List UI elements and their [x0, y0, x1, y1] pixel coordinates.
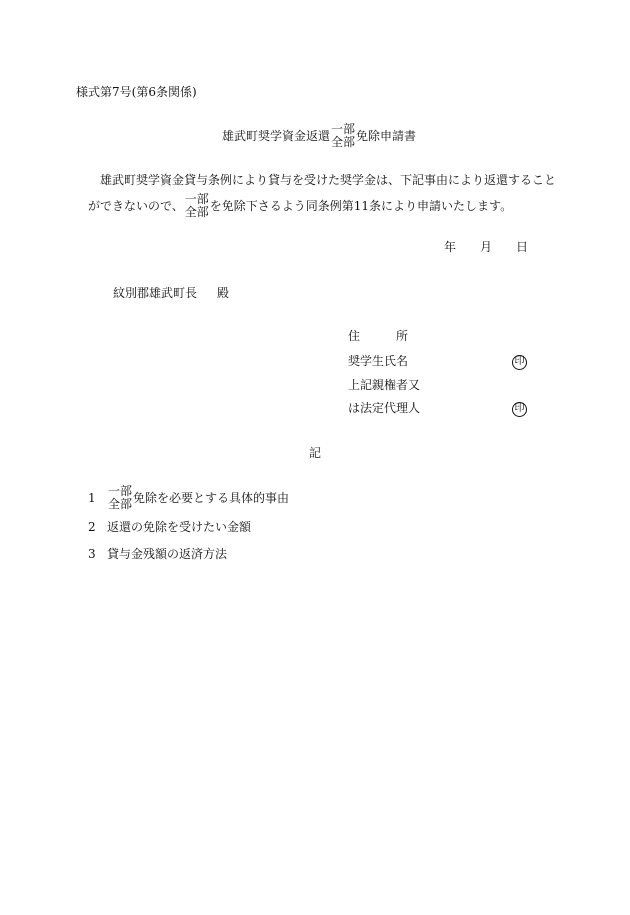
body-line-2-prefix: ができないので、 [88, 198, 184, 213]
document-title [222, 123, 416, 148]
title-choice-partial: 一部 [331, 122, 356, 136]
body-choice-stack [185, 193, 209, 218]
title-choice-full: 全部 [331, 134, 356, 149]
item-text: 貸与金残額の返済方法 [107, 547, 228, 561]
item-text: 免除を必要とする具体的事由 [133, 490, 290, 505]
form-label: 様式第7号(第6条関係) [76, 85, 197, 99]
item-choice-full: 全部 [108, 496, 133, 511]
item-number: 1 [88, 490, 96, 505]
body-line-1: 雄武町奨学資金貸与条例により貸与を受けた奨学金は、下記事由により返還すること [100, 173, 557, 187]
body-line-2 [88, 193, 512, 218]
title-suffix: 免除申請書 [356, 128, 417, 143]
body-choice-partial: 一部 [184, 192, 209, 206]
guardian-label-1: 上記親権者又 [348, 378, 421, 392]
guardian-label-2: は法定代理人 [348, 401, 421, 415]
list-item [88, 485, 289, 510]
item-choice-partial: 一部 [108, 484, 133, 498]
student-seal [512, 354, 527, 370]
date-month: 月 [480, 240, 493, 254]
addressee-name: 紋別郡雄武町長 [113, 286, 198, 300]
seal-icon: 印 [512, 402, 527, 417]
address-label: 住 所 [348, 329, 409, 343]
title-prefix: 雄武町奨学資金返還 [222, 128, 331, 143]
seal-icon: 印 [512, 355, 527, 370]
title-choice-stack [331, 123, 355, 148]
body-line-2-suffix: を免除下さるよう同条例第11条により申請いたします。 [209, 198, 513, 213]
student-name-label: 奨学生氏名 [348, 354, 409, 368]
ki-heading: 記 [309, 446, 322, 460]
body-choice-full: 全部 [184, 204, 209, 219]
item-choice-stack [108, 485, 132, 510]
date-year: 年 [444, 240, 457, 254]
list-item [88, 521, 251, 533]
item-number: 2 [88, 520, 96, 534]
item-number: 3 [88, 547, 96, 561]
item-text: 返還の免除を受けたい金額 [107, 520, 252, 534]
guardian-seal [512, 401, 527, 417]
date-day: 日 [516, 240, 529, 254]
addressee-honorific: 殿 [217, 286, 230, 300]
list-item [88, 548, 227, 560]
